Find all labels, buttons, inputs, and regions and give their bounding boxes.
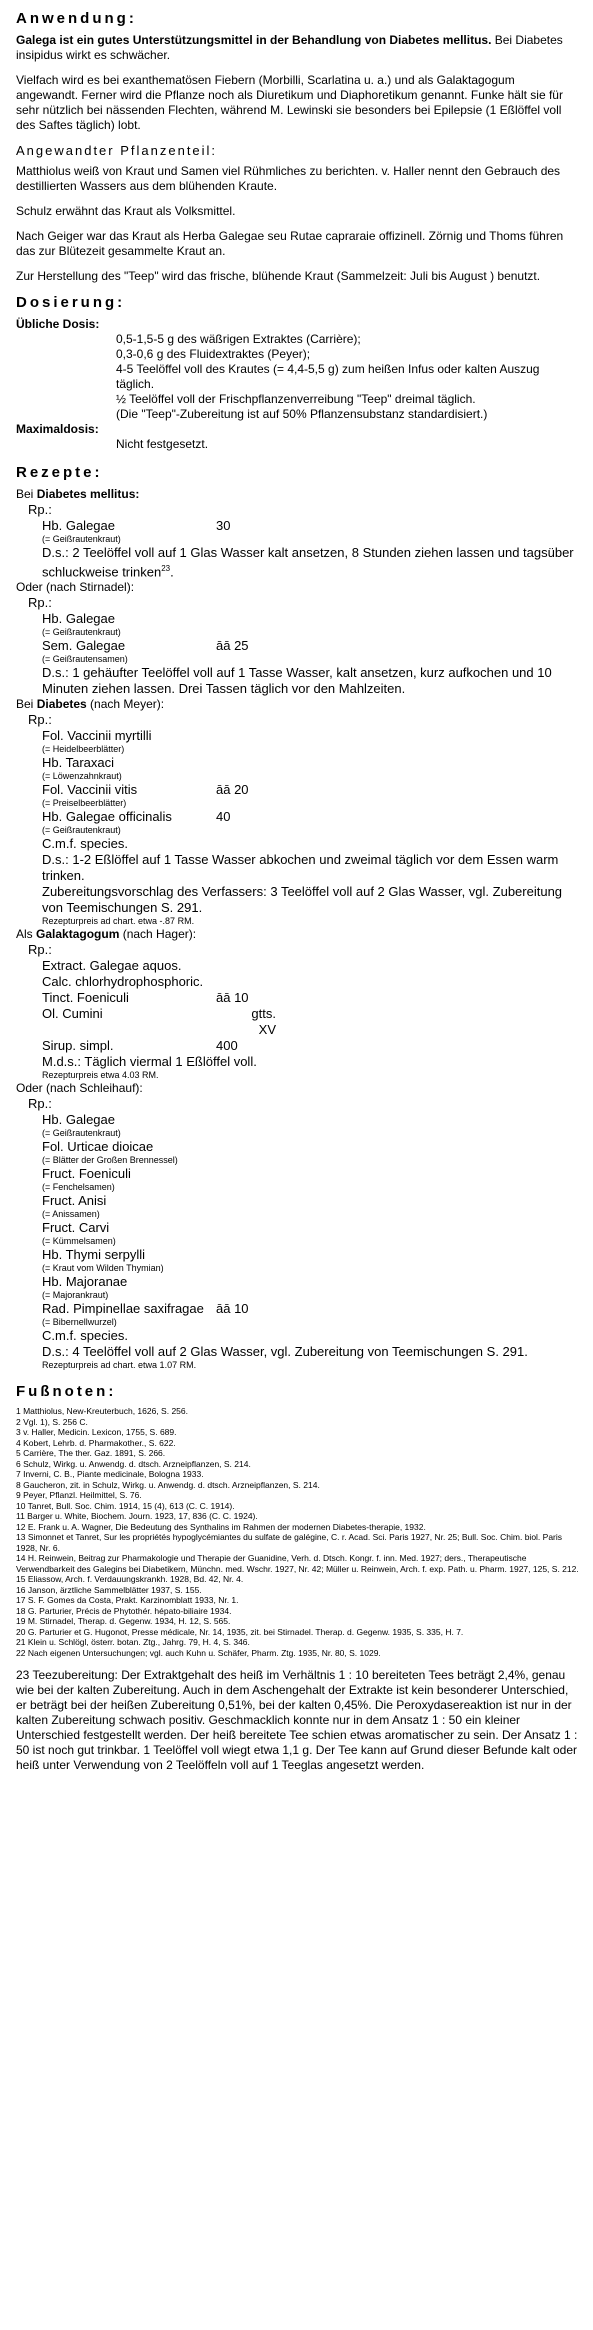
ingredient-amount: 30 <box>216 518 231 533</box>
section-heading-fussnoten: Fußnoten: <box>16 1383 117 1401</box>
ingredient-name: Hb. Thymi serpylli <box>42 1247 146 1263</box>
rp-label: Rp.: <box>28 712 52 728</box>
recipe-cmf: C.m.f. species. <box>42 1328 128 1344</box>
ingredient-row <box>42 1274 579 1290</box>
bold-statement: Galega ist ein gutes Unterstützungsmittel in der Behandlung von Diabetes mellitus. <box>16 33 492 47</box>
ingredient-note: (= Heidelbeerblätter) <box>42 744 125 755</box>
ingredient-name: Hb. Galegae <box>42 611 115 627</box>
ingredient-row <box>42 1301 579 1317</box>
ingredient-row <box>42 1038 579 1054</box>
ingredient-row <box>42 611 579 627</box>
section-heading-anwendung: Anwendung: <box>16 10 137 27</box>
ingredient-name: Extract. Galegae aquos. <box>42 958 182 974</box>
ingredient-row <box>42 1220 579 1236</box>
footnote: 8 Gaucheron, zit. in Schulz, Wirkg. u. Anwendg. d. dtsch. Arzneipflanzen, S. 214. <box>16 1479 320 1490</box>
footnote: 14 H. Reinwein, Beitrag zur Pharmakologie und Therapie der Guanidine, Verh. d. Dtsch. Kongr. f. inn. Med. 1927; ders., Therapeutische Verwendbarkeit des Galegins bei Diabetikern, Münchn. med. Wschr. 1927, Nr. 42; Müller u. Reinwein, Arch. f. exp. Path. u. Pharm. 1927, 125, S. 212. <box>16 1553 579 1574</box>
ingredient-name: Fruct. Anisi <box>42 1193 107 1209</box>
rp-label: Rp.: <box>28 595 52 611</box>
dosage-line: ½ Teelöffel voll der Frischpflanzenverreibung "Teep" dreimal täglich. <box>116 392 476 406</box>
ingredient-row <box>42 1139 579 1155</box>
recipe-3 <box>16 697 579 927</box>
ingredient-name: Fruct. Foeniculi <box>42 1166 131 1182</box>
footnote: 19 M. Stirnadel, Therap. d. Gegenw. 1934, H. 12, S. 565. <box>16 1616 231 1627</box>
footnote: 17 S. F. Gomes da Costa, Prakt. Karzinomblatt 1933, Nr. 1. <box>16 1595 239 1606</box>
recipe-intro <box>16 487 579 502</box>
dosage-label: Übliche Dosis: <box>16 317 100 331</box>
paragraph-anwendung-2: Vielfach wird es bei exanthematösen Fiebern (Morbilli, Scarlatina u. a.) und als Galaktagogum angewandt. Ferner wird die Pflanze noch als Diuretikum und Diaphoretikum genannt. Funke hält sie für sehr nützlich bei nässenden Flechten, während M. Lewinski sie besonders bei Epilepsie (1 Eßlöffel voll des Saftes täglich) lobt. <box>16 73 563 132</box>
dosage-line: 0,5-1,5-5 g des wäßrigen Extraktes (Carrière); <box>116 332 361 346</box>
instruction-end: . <box>170 564 174 580</box>
ingredient-note: (= Fenchelsamen) <box>42 1182 115 1193</box>
ingredient-row <box>42 1193 579 1209</box>
footnote: 7 Inverni, C. B., Piante medicinale, Bologna 1933. <box>16 1469 204 1480</box>
intro-text: (nach Hager): <box>119 927 197 942</box>
ingredient-amount <box>216 755 276 771</box>
ingredient-amount <box>216 728 276 744</box>
paragraph-pflanzenteil-4: Zur Herstellung des "Teep" wird das frische, blühende Kraut (Sammelzeit: Juli bis August ) benutzt. <box>16 269 541 283</box>
ingredient-name: Fol. Vaccinii myrtilli <box>42 728 152 744</box>
recipe-instructions: M.d.s.: Täglich viermal 1 Eßlöffel voll. <box>42 1054 257 1070</box>
ingredient-name: Sem. Galegae <box>42 638 126 654</box>
section-heading-rezepte: Rezepte: <box>16 464 103 481</box>
intro-bold: Diabetes <box>36 697 87 712</box>
footnote: 12 E. Frank u. A. Wagner, Die Bedeutung des Synthalins im Rahmen der modernen Diabetes-therapie, 1932. <box>16 1521 426 1532</box>
ingredient-amount: 40 <box>216 809 231 825</box>
ingredient-amount: āā 25 <box>216 638 249 654</box>
ingredient-amount: XV <box>258 1022 276 1038</box>
footnote: 13 Simonnet et Tanret, Sur les propriétés hypoglycémiantes du sulfate de galégine, C. r. Acad. Sci. Paris 1927, Nr. 25; Bull. Soc. Chim. biol. Paris 1928, Nr. 6. <box>16 1532 563 1553</box>
ingredient-row <box>42 1112 579 1128</box>
ingredient-name: Hb. Galegae officinalis <box>42 809 172 825</box>
ingredient-name: Calc. chlorhydrophosphoric. <box>42 974 204 990</box>
footnote: 4 Kobert, Lehrb. d. Pharmakother., S. 622. <box>16 1437 176 1448</box>
recipe-intro: Oder (nach Schleihauf): <box>16 1081 143 1096</box>
ingredient-name: Fol. Urticae dioicae <box>42 1139 154 1155</box>
recipe-intro <box>16 697 579 712</box>
ingredient-name: Rad. Pimpinellae saxifragae <box>42 1301 204 1317</box>
recipe-price: Rezepturpreis etwa 4.03 RM. <box>42 1070 159 1081</box>
intro-text: (nach Meyer): <box>86 697 165 712</box>
dosage-line: 0,3-0,6 g des Fluidextraktes (Peyer); <box>116 347 311 361</box>
ingredient-row <box>42 518 579 534</box>
dosage-table <box>16 317 579 452</box>
ingredient-note: (= Majorankraut) <box>42 1290 109 1301</box>
recipe-price: Rezepturpreis ad chart. etwa -.87 RM. <box>42 916 195 927</box>
footnote-ref[interactable]: 23 <box>161 564 171 573</box>
ingredient-row <box>42 638 579 654</box>
ingredient-amount <box>216 1166 276 1182</box>
recipe-instructions: D.s.: 4 Teelöffel voll auf 2 Glas Wasser, vgl. Zubereitung von Teemischungen S. 291. <box>42 1344 528 1360</box>
ingredient-name: Hb. Majoranae <box>42 1274 128 1290</box>
recipe-1 <box>16 487 579 580</box>
paragraph-galega-diabetes <box>16 33 579 63</box>
footnote: 2 Vgl. 1), S. 256 C. <box>16 1416 88 1427</box>
ingredient-name: Fol. Vaccinii vitis <box>42 782 138 798</box>
ingredient-note: (= Löwenzahnkraut) <box>42 771 122 782</box>
paragraph-pflanzenteil-1: Matthiolus weiß von Kraut und Samen viel Rühmliches zu berichten. v. Haller nennt den Gebrauch des destillierten Wassers aus dem blühenden Kraute. <box>16 164 561 193</box>
ingredient-amount <box>216 611 276 627</box>
ingredient-amount <box>216 958 276 974</box>
ingredient-row <box>42 1166 579 1182</box>
footnote: 22 Nach eigenen Untersuchungen; vgl. auch Kuhn u. Schäfer, Pharm. Ztg. 1935, Nr. 80, S. 1029. <box>16 1647 381 1658</box>
ingredient-name: Ol. Cumini <box>42 1006 103 1022</box>
ingredient-note: (= Preiselbeerblätter) <box>42 798 127 809</box>
ingredient-amount <box>216 1193 276 1209</box>
max-dosage-value: Nicht festgesetzt. <box>116 437 209 451</box>
ingredient-name: Hb. Taraxaci <box>42 755 115 771</box>
recipe-4 <box>16 927 579 1081</box>
paragraph-pflanzenteil-2: Schulz erwähnt das Kraut als Volksmittel. <box>16 204 236 218</box>
recipe-intro <box>16 927 579 942</box>
ingredient-row <box>42 809 579 825</box>
ingredient-row <box>42 1006 579 1022</box>
ingredient-row <box>42 1247 579 1263</box>
ingredient-amount <box>216 1274 276 1290</box>
intro-text: Bei <box>16 697 37 712</box>
footnote: 11 Barger u. White, Biochem. Journ. 1923, 17, 836 (C. C. 1924). <box>16 1511 258 1522</box>
paragraph-pflanzenteil-3: Nach Geiger war das Kraut als Herba Galegae seu Rutae capraraie offizinell. Zörnig und Thoms führen das zur Blütezeit gesammelte Kraut an. <box>16 229 564 258</box>
ingredient-note: (= Anissamen) <box>42 1209 100 1220</box>
footnote: 16 Janson, ärztliche Sammelblätter 1937, S. 155. <box>16 1584 202 1595</box>
ingredient-name: Tinct. Foeniculi <box>42 990 129 1006</box>
ingredient-name: Hb. Galegae <box>42 518 115 533</box>
ingredient-note: (= Geißrautenkraut) <box>42 627 121 638</box>
recipe-2 <box>16 580 579 697</box>
recipe-intro: Oder (nach Stirnadel): <box>16 580 135 595</box>
intro-text: Bei <box>16 487 37 501</box>
ingredient-note: (= Kraut vom Wilden Thymian) <box>42 1263 164 1274</box>
recipe-5 <box>16 1081 579 1371</box>
ingredient-row <box>42 728 579 744</box>
ingredient-row <box>42 990 579 1006</box>
footnote: 5 Carrière, The ther. Gaz. 1891, S. 266. <box>16 1448 166 1459</box>
ingredient-amount: gtts. <box>251 1006 276 1022</box>
recipe-price: Rezepturpreis ad chart. etwa 1.07 RM. <box>42 1360 197 1371</box>
rp-label: Rp.: <box>28 1096 52 1112</box>
section-heading-dosierung: Dosierung: <box>16 294 126 311</box>
ingredient-note: (= Geißrautenkraut) <box>42 1128 121 1139</box>
ingredient-note: (= Bibernellwurzel) <box>42 1317 117 1328</box>
intro-bold: Diabetes mellitus: <box>36 487 140 501</box>
dosage-list <box>116 332 579 422</box>
recipe-instructions <box>42 545 579 580</box>
intro-text: Als <box>16 927 37 942</box>
ingredient-row <box>42 782 579 798</box>
ingredient-amount <box>216 1112 276 1128</box>
footnote: 21 Klein u. Schlögl, österr. botan. Ztg., Jahrg. 79, H. 4, S. 346. <box>16 1637 250 1648</box>
ingredient-amount: āā 10 <box>216 1301 249 1317</box>
rp-label: Rp.: <box>28 942 52 958</box>
rp-label: Rp.: <box>28 502 52 517</box>
ingredient-amount <box>216 1220 276 1236</box>
ingredient-note: (= Blätter der Großen Brennessel) <box>42 1155 178 1166</box>
footnote: 10 Tanret, Bull. Soc. Chim. 1914, 15 (4), 613 (C. C. 1914). <box>16 1500 235 1511</box>
ingredient-name <box>42 1022 216 1038</box>
ingredient-amount: āā 20 <box>216 782 249 798</box>
recipe-suggestion: Zubereitungsvorschlag des Verfassers: 3 Teelöffel voll auf 2 Glas Wasser, vgl. Zubereitung von Teemischungen S. 291. <box>42 884 563 916</box>
recipe-cmf: C.m.f. species. <box>42 836 128 852</box>
footnote: 3 v. Haller, Medicin. Lexicon, 1755, S. 689. <box>16 1427 177 1438</box>
footnote: 18 G. Parturier, Précis de Phytothér. hépato-biliaire 1934. <box>16 1605 232 1616</box>
footnote: 6 Schulz, Wirkg. u. Anwendg. d. dtsch. Arzneipflanzen, S. 214. <box>16 1458 251 1469</box>
ingredient-amount: 400 <box>216 1038 238 1054</box>
ingredient-note: (= Geißrautensamen) <box>42 654 128 665</box>
ingredient-amount <box>216 1247 276 1263</box>
dosage-line: 4-5 Teelöffel voll des Krautes (= 4,4-5,5 g) zum heißen Infus oder kalten Auszug täglich. <box>116 362 540 391</box>
ingredient-name: Sirup. simpl. <box>42 1038 114 1054</box>
ingredient-note: (= Kümmelsamen) <box>42 1236 116 1247</box>
ingredient-row <box>42 755 579 771</box>
recipe-instructions: D.s.: 1-2 Eßlöffel auf 1 Tasse Wasser abkochen und zweimal täglich vor dem Essen warm trinken. <box>42 852 559 884</box>
ingredient-note: (= Geißrautenkraut) <box>42 534 121 544</box>
footnote: 20 G. Parturier et G. Hugonot, Presse médicale, Nr. 14, 1935, zit. bei Stirnadel. Therap. d. Gegenw. 1935, S. 335, H. 7. <box>16 1626 464 1637</box>
intro-bold: Galaktagogum <box>36 927 120 942</box>
instruction-text: D.s.: 2 Teelöffel voll auf 1 Glas Wasser kalt ansetzen, 8 Stunden ziehen lassen und tagsüber schluckweise trinken <box>42 545 574 580</box>
max-dosage-label: Maximaldosis: <box>16 422 99 436</box>
ingredient-amount <box>216 1139 276 1155</box>
subheading-pflanzenteil: Angewandter Pflanzenteil: <box>16 143 218 158</box>
ingredient-amount: āā 10 <box>216 990 249 1006</box>
ingredient-row <box>42 958 579 974</box>
footnote: 9 Peyer, Pflanzl. Heilmittel, S. 76. <box>16 1490 142 1501</box>
footnote: 1 Matthiolus, New-Kreuterbuch, 1626, S. 256. <box>16 1406 188 1417</box>
ingredient-row <box>42 974 579 990</box>
ingredient-row <box>42 1022 579 1038</box>
recipe-instructions: D.s.: 1 gehäufter Teelöffel voll auf 1 Tasse Wasser, kalt ansetzen, kurz aufkochen und 10 Minuten ziehen lassen. Drei Tassen täglich vor den Mahlzeiten. <box>42 665 552 697</box>
ingredient-amount <box>216 974 276 990</box>
paragraph-rest: Bei Diabetes insipidus wirkt es schwächer. <box>16 33 563 62</box>
ingredient-note: (= Geißrautenkraut) <box>42 825 121 836</box>
footnote-list <box>16 1406 579 1658</box>
footnote-23: 23 Teezubereitung: Der Extraktgehalt des heiß im Verhältnis 1 : 10 bereiteten Tees beträgt 2,4%, genau wie bei der kalten Zubereitung. Auch in dem Aschengehalt der Extrakte ist kein besonderer Unterschied, er beträgt bei der heißen Zubereitung 0,51%, bei der kalten 0,45%. Die Peroxydasereaktion ist nur in der kalten Zubereitung schwach positiv. Geschmacklich konnte nur in dem Ansatz 1 : 50 ein kleiner Unterschied festgestellt werden. Der heiß bereitete Tee schien etwas aromatischer zu sein. Der Ansatz 1 : 50 ist noch gut trinkbar. 1 Teelöffel voll wiegt etwa 1,1 g. Der Tee kann auf Grund dieser Befunde kalt oder heiß unter Verwendung von 2 Teelöffeln voll auf 1 Teeglas angesetzt werden. <box>16 1668 578 1773</box>
dosage-line: (Die "Teep"-Zubereitung ist auf 50% Pflanzensubstanz standardisiert.) <box>116 407 488 421</box>
ingredient-name: Fruct. Carvi <box>42 1220 110 1236</box>
footnote: 15 Eliassow, Arch. f. Verdauungskrankh. 1928, Bd. 42, Nr. 4. <box>16 1574 244 1585</box>
ingredient-name: Hb. Galegae <box>42 1112 115 1128</box>
